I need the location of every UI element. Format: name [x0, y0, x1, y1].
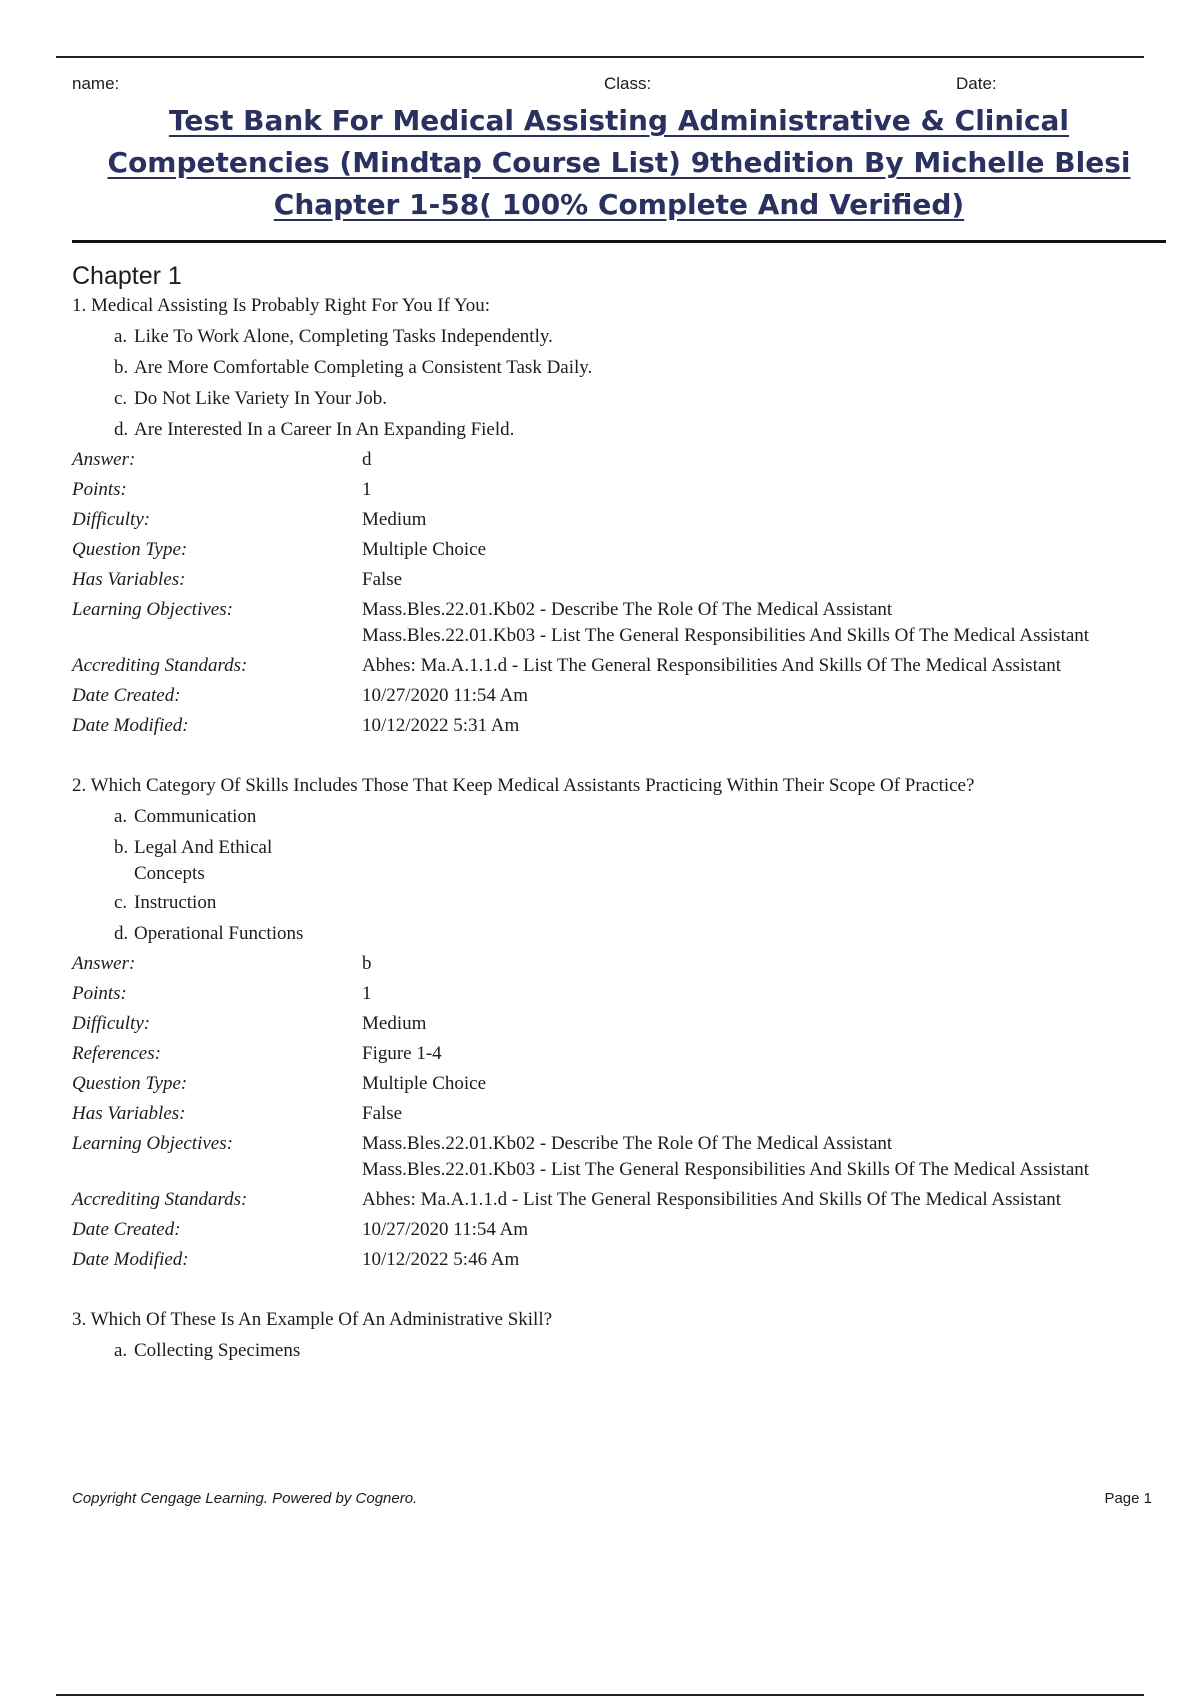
option-letter: d.: [114, 923, 129, 944]
meta-value: Abhes: Ma.A.1.1.d - List The General Responsibilities And Skills Of The Medical Assistant: [362, 1189, 1062, 1210]
option-b: [72, 352, 1152, 383]
option-letter: a.: [114, 326, 128, 347]
meta-label: Accrediting Standards:: [72, 1189, 248, 1210]
question-3: [72, 1305, 1152, 1366]
meta-row-learning-objectives: [72, 1129, 1132, 1185]
option-letter: c.: [114, 892, 128, 913]
meta-label: Points:: [72, 983, 127, 1004]
meta-value: False: [362, 569, 403, 590]
question-1: [72, 291, 1152, 741]
name-label: name:: [72, 74, 120, 93]
meta-row-date-created: [72, 1215, 1132, 1245]
option-text: Are More Comfortable Completing a Consistent Task Daily.: [134, 357, 593, 378]
meta-row-has-variables: [72, 1099, 1132, 1129]
option-text: Instruction: [134, 892, 217, 913]
meta-value: 1: [362, 479, 372, 500]
option-c: [72, 383, 1152, 414]
question-2: [72, 771, 1152, 1275]
meta-label: Learning Objectives:: [72, 599, 233, 620]
option-letter: d.: [114, 419, 129, 440]
option-a: [72, 321, 1152, 352]
meta-label: Date Created:: [72, 1219, 181, 1240]
meta-label: Points:: [72, 479, 127, 500]
option-text: Like To Work Alone, Completing Tasks Independently.: [134, 326, 553, 347]
bottom-rule: [56, 1694, 1144, 1696]
meta-label: Date Created:: [72, 685, 181, 706]
meta-row-difficulty: [72, 505, 1132, 535]
option-letter: a.: [114, 806, 128, 827]
copyright-text: Copyright Cengage Learning. Powered by Cognero.: [72, 1490, 418, 1507]
meta-value: Figure 1-4: [362, 1043, 442, 1064]
meta-row-date-modified: [72, 711, 1132, 741]
meta-row-accrediting-standards: [72, 1185, 1132, 1215]
option-text: Legal And Ethical Concepts: [134, 837, 273, 884]
meta-row-references: [72, 1039, 1132, 1069]
learning-objective: Mass.Bles.22.01.Kb02 - Describe The Role Of The Medical Assistant: [362, 1133, 893, 1154]
form-header: [72, 72, 1152, 96]
option-text: Operational Functions: [134, 923, 304, 944]
option-b: [72, 832, 1152, 887]
learning-objective: Mass.Bles.22.01.Kb03 - List The General Responsibilities And Skills Of The Medical Assistant: [362, 625, 1090, 646]
question-stem: 3. Which Of These Is An Example Of An Administrative Skill?: [72, 1309, 553, 1330]
meta-value: False: [362, 1103, 403, 1124]
meta-label: Learning Objectives:: [72, 1133, 233, 1154]
option-text: Collecting Specimens: [134, 1340, 301, 1361]
option-text: Do Not Like Variety In Your Job.: [134, 388, 387, 409]
meta-value: 10/27/2020 11:54 Am: [362, 685, 529, 706]
class-label: Class:: [604, 74, 652, 93]
option-d: [72, 414, 1152, 445]
chapter-heading: Chapter 1: [72, 262, 182, 290]
meta-value: 10/12/2022 5:31 Am: [362, 715, 520, 736]
meta-value: 10/27/2020 11:54 Am: [362, 1219, 529, 1240]
meta-value: Multiple Choice: [362, 539, 487, 560]
meta-row-points: [72, 979, 1132, 1009]
question-stem: 1. Medical Assisting Is Probably Right For You If You:: [72, 295, 491, 316]
meta-label: Date Modified:: [72, 715, 189, 736]
meta-label: Question Type:: [72, 1073, 188, 1094]
option-c: [72, 887, 1152, 918]
option-a: [72, 1335, 1152, 1366]
meta-label: Difficulty:: [72, 1013, 151, 1034]
option-letter: b.: [114, 357, 129, 378]
meta-value: [362, 1129, 1132, 1185]
meta-value: b: [362, 953, 372, 974]
question-spacer: [72, 1275, 1152, 1305]
meta-value: Medium: [362, 1013, 427, 1034]
meta-row-difficulty: [72, 1009, 1132, 1039]
document-title: Test Bank For Medical Assisting Administrative & Clinical Competencies (Mindtap Course List) 9thedition By Michelle Blesi Chapter 1-58( 100% Complete And Verified): [72, 96, 1166, 243]
option-a: [72, 801, 1152, 832]
meta-row-answer: [72, 949, 1132, 979]
meta-row-points: [72, 475, 1132, 505]
option-letter: c.: [114, 388, 128, 409]
meta-label: References:: [72, 1043, 161, 1064]
meta-value: 10/12/2022 5:46 Am: [362, 1249, 520, 1270]
question-metadata: [72, 949, 1132, 1275]
meta-label: Has Variables:: [72, 1103, 186, 1124]
meta-value: d: [362, 449, 372, 470]
meta-label: Date Modified:: [72, 1249, 189, 1270]
meta-value: Medium: [362, 509, 427, 530]
top-rule: [56, 56, 1144, 58]
meta-row-answer: [72, 445, 1132, 475]
page-footer: [72, 1490, 1152, 1507]
meta-label: Accrediting Standards:: [72, 655, 248, 676]
option-text: Communication: [134, 806, 257, 827]
meta-label: Question Type:: [72, 539, 188, 560]
meta-row-date-modified: [72, 1245, 1132, 1275]
meta-row-question-type: [72, 535, 1132, 565]
option-letter: a.: [114, 1340, 128, 1361]
question-metadata: [72, 445, 1132, 741]
meta-label: Answer:: [72, 953, 136, 974]
document-page: [72, 72, 1152, 1366]
meta-label: Has Variables:: [72, 569, 186, 590]
learning-objective: Mass.Bles.22.01.Kb03 - List The General Responsibilities And Skills Of The Medical Assistant: [362, 1159, 1090, 1180]
meta-row-accrediting-standards: [72, 651, 1132, 681]
meta-row-question-type: [72, 1069, 1132, 1099]
meta-row-learning-objectives: [72, 595, 1132, 651]
option-letter: b.: [114, 837, 129, 858]
date-label: Date:: [956, 74, 997, 93]
question-spacer: [72, 741, 1152, 771]
meta-label: Answer:: [72, 449, 136, 470]
option-d: [72, 918, 1152, 949]
meta-label: Difficulty:: [72, 509, 151, 530]
question-stem: 2. Which Category Of Skills Includes Those That Keep Medical Assistants Practicing Within Their Scope Of Practice?: [72, 775, 975, 796]
meta-value: 1: [362, 983, 372, 1004]
meta-value: Multiple Choice: [362, 1073, 487, 1094]
meta-value: [362, 595, 1132, 651]
meta-value: Abhes: Ma.A.1.1.d - List The General Responsibilities And Skills Of The Medical Assistant: [362, 655, 1062, 676]
option-text: Are Interested In a Career In An Expanding Field.: [134, 419, 515, 440]
page-number: Page 1: [1104, 1490, 1152, 1507]
meta-row-date-created: [72, 681, 1132, 711]
learning-objective: Mass.Bles.22.01.Kb02 - Describe The Role Of The Medical Assistant: [362, 599, 893, 620]
meta-row-has-variables: [72, 565, 1132, 595]
